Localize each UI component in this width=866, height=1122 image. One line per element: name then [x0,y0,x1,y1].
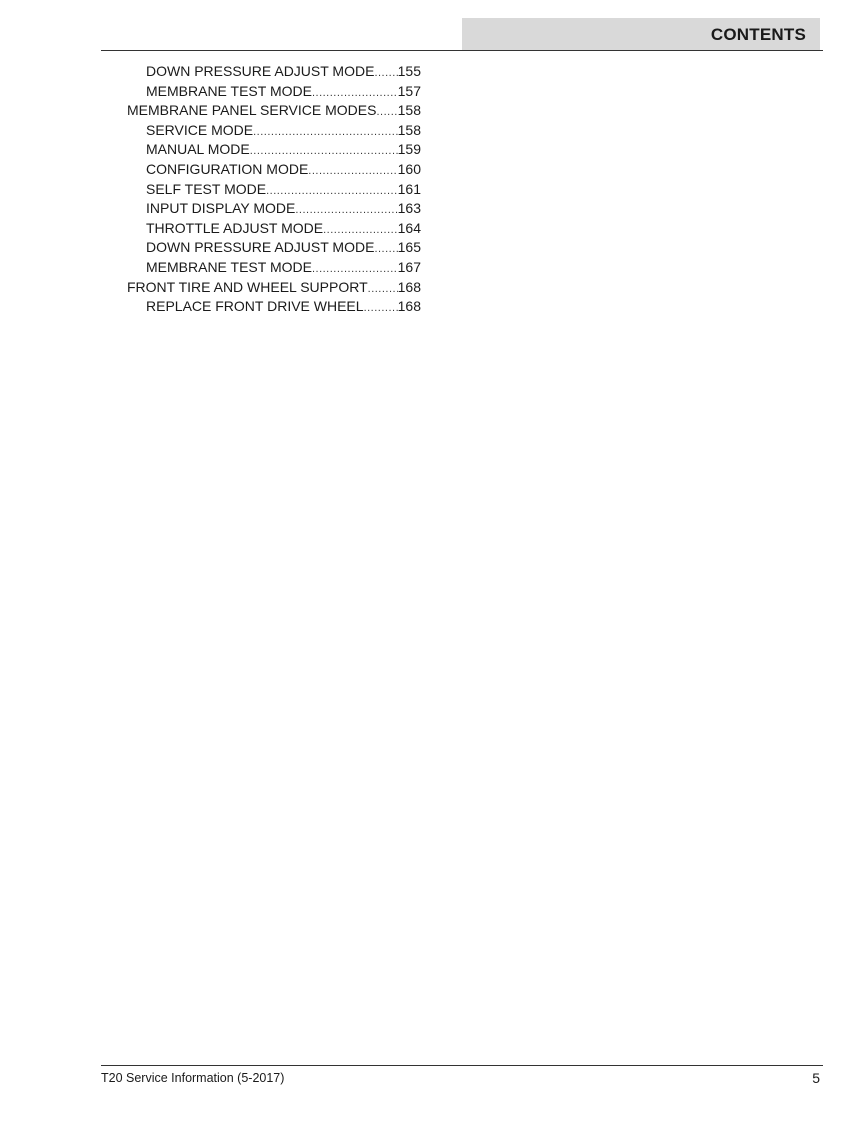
toc-entry[interactable] [127,101,421,121]
toc-entry-title: SELF TEST MODE [146,180,267,197]
toc-entry-title: DOWN PRESSURE ADJUST MODE [146,239,375,256]
toc-entry[interactable] [146,219,421,239]
toc-dot-leader [250,142,398,160]
toc-entry-page: 155 [397,63,421,79]
toc-entry-page: 157 [397,82,421,99]
toc-entry[interactable] [146,121,421,141]
toc-entry-title: MEMBRANE TEST MODE [146,82,312,99]
header-divider [101,50,823,51]
toc-dot-leader [312,84,398,102]
toc-dot-leader [308,162,397,180]
toc-entry-page: 168 [397,278,421,295]
toc-entry[interactable] [127,278,421,298]
toc-entry-title: MEMBRANE TEST MODE [146,259,312,275]
toc-dot-leader [312,260,398,278]
toc-entry-page: 163 [397,200,421,217]
toc-dot-leader [266,182,398,200]
toc-entry[interactable] [146,160,421,180]
toc-entry[interactable] [146,297,421,317]
toc-entry-title: DOWN PRESSURE ADJUST MODE [146,63,375,79]
toc-entry-title: SERVICE MODE [146,121,254,138]
footer-page-number: 5 [812,1070,820,1086]
toc-entry-title: CONFIGURATION MODE [146,161,309,177]
toc-entry-page: 167 [397,259,421,275]
footer-divider [101,1065,823,1066]
toc-entry[interactable] [146,62,421,82]
toc-dot-leader [368,280,398,298]
toc-entry-title: MANUAL MODE [146,141,250,158]
toc-entry-title: INPUT DISPLAY MODE [146,200,296,217]
toc-dot-leader [374,240,397,258]
toc-entry[interactable] [146,258,421,278]
toc-dot-leader [323,221,398,239]
toc-entry-page: 160 [397,161,421,177]
footer-document-title: T20 Service Information (5-2017) [101,1071,285,1085]
toc-entry-page: 158 [397,121,421,138]
toc-dot-leader [374,64,397,82]
toc-entry-page: 161 [397,180,421,197]
toc-dot-leader [376,103,397,121]
toc-entry-page: 164 [397,219,421,236]
toc-entry[interactable] [146,199,421,219]
toc-entry-title: MEMBRANE PANEL SERVICE MODES [127,102,377,119]
toc-entry[interactable] [146,180,421,200]
toc-entry[interactable] [146,238,421,258]
page-title: CONTENTS [710,25,806,44]
toc-entry-page: 159 [397,141,421,158]
toc-entry-title: FRONT TIRE AND WHEEL SUPPORT [127,278,368,295]
toc-entry-title: THROTTLE ADJUST MODE [146,219,324,236]
toc-dot-leader [253,123,398,141]
toc-entry[interactable] [146,140,421,160]
toc-dot-leader [364,299,398,317]
toc-entry-title: REPLACE FRONT DRIVE WHEEL [146,298,364,315]
header-banner [462,18,820,50]
toc-entry-page: 168 [397,298,421,315]
toc-entry-page: 165 [397,239,421,256]
toc-dot-leader [295,201,397,219]
toc-entry-page: 158 [397,102,421,119]
toc-entry[interactable] [146,82,421,102]
